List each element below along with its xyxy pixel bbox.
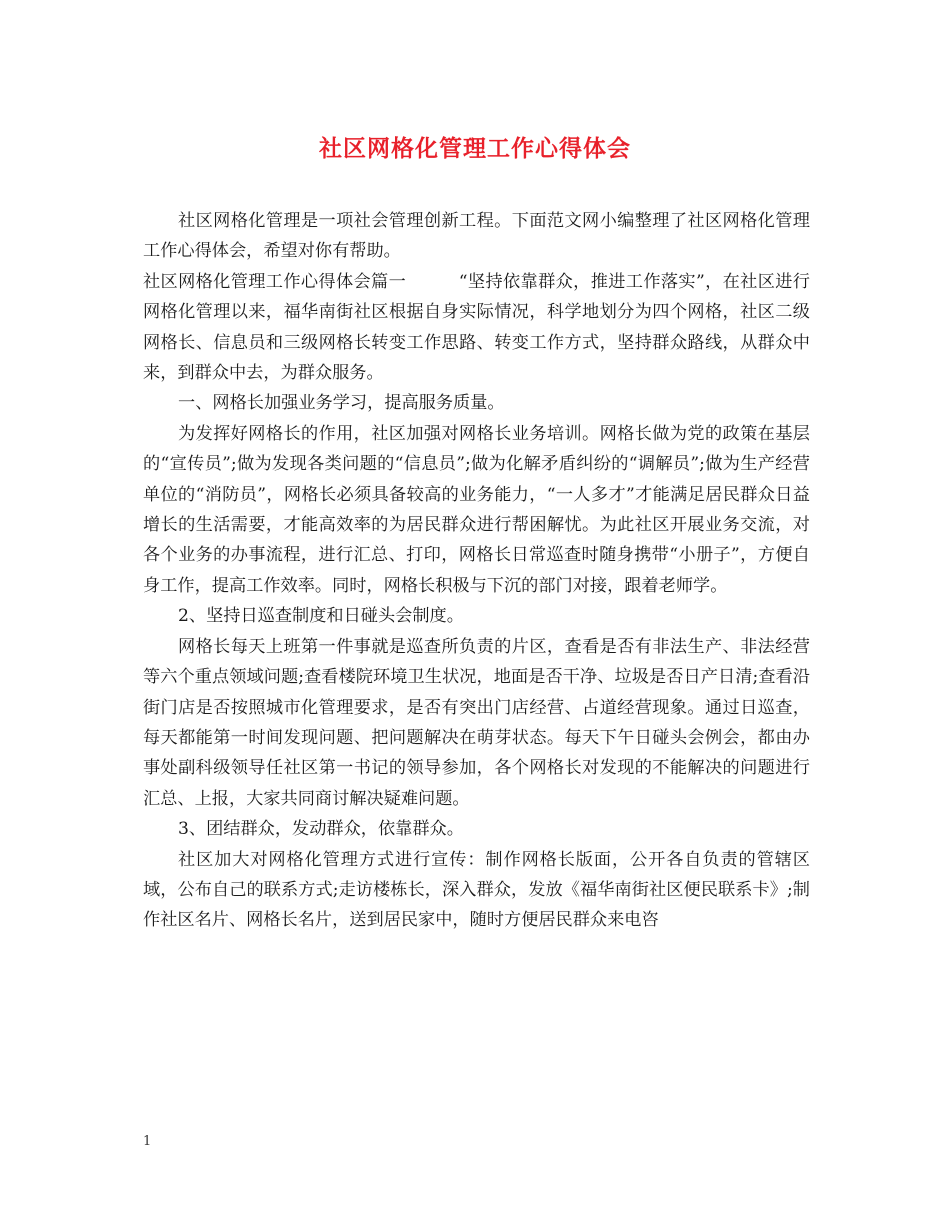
section-heading-one: 一、网格长加强业务学习，提高服务质量。 (178, 393, 505, 414)
paragraph-patrol: 网格长每天上班第一件事就是巡查所负责的片区，查看是否有非法生产、非法经营等六个重点领域问题;查看楼院环境卫生状况，地面是否干净、垃圾是否日产日清;查看沿街门店是否按照城市化管理要求，是否有突出门店经营、占道经营现象。通过日巡查，每天都能第一时间发现问题、把问题解决在萌芽状态。每天下午日碰头会例会，都由办事处副科级领导任社区第一书记的领导参加，各个网格长对发现的不能解决的问题进行汇总、上报，大家共同商讨解决疑难问题。 (143, 636, 810, 809)
document-body (143, 206, 810, 936)
section-heading-three: 3、团结群众，发动群众，依靠群众。 (178, 819, 464, 840)
section-heading-two: 2、坚持日巡查制度和日碰头会制度。 (178, 606, 464, 627)
paragraph-training: 为发挥好网格长的作用，社区加强对网格长业务培训。网格长做为党的政策在基层的“宣传员”;做为发现各类问题的“信息员”;做为化解矛盾纠纷的“调解员”;做为生产经营单位的“消防员”，网格长必须具备较高的业务能力，“一人多才”才能满足居民群众日益增长的生活需要，才能高效率的为居民群众进行帮困解忧。为此社区开展业务交流，对各个业务的办事流程，进行汇总、打印，网格长日常巡查时随身携带“小册子”，方便自身工作，提高工作效率。同时，网格长积极与下沉的部门对接，跟着老师学。 (143, 423, 810, 596)
paragraph-part-one: 社区网格化管理工作心得体会篇一 “坚持依靠群众，推进工作落实”，在社区进行网格化管理以来，福华南街社区根据自身实际情况，科学地划分为四个网格，社区二级网格长、信息员和三级网格长转变工作思路、转变工作方式，坚持群众路线，从群众中来，到群众中去，为群众服务。 (143, 271, 810, 384)
document-title: 社区网格化管理工作心得体会 (319, 135, 631, 162)
paragraph-intro: 社区网格化管理是一项社会管理创新工程。下面范文网小编整理了社区网格化管理工作心得体会，希望对你有帮助。 (143, 211, 810, 262)
page-number: 1 (143, 1134, 152, 1149)
paragraph-publicity: 社区加大对网格化管理方式进行宣传：制作网格长版面，公开各自负责的管辖区域，公布自己的联系方式;走访楼栋长，深入群众，发放《福华南街社区便民联系卡》;制作社区名片、网格长名片，送到居民家中，随时方便居民群众来电咨 (143, 849, 810, 931)
